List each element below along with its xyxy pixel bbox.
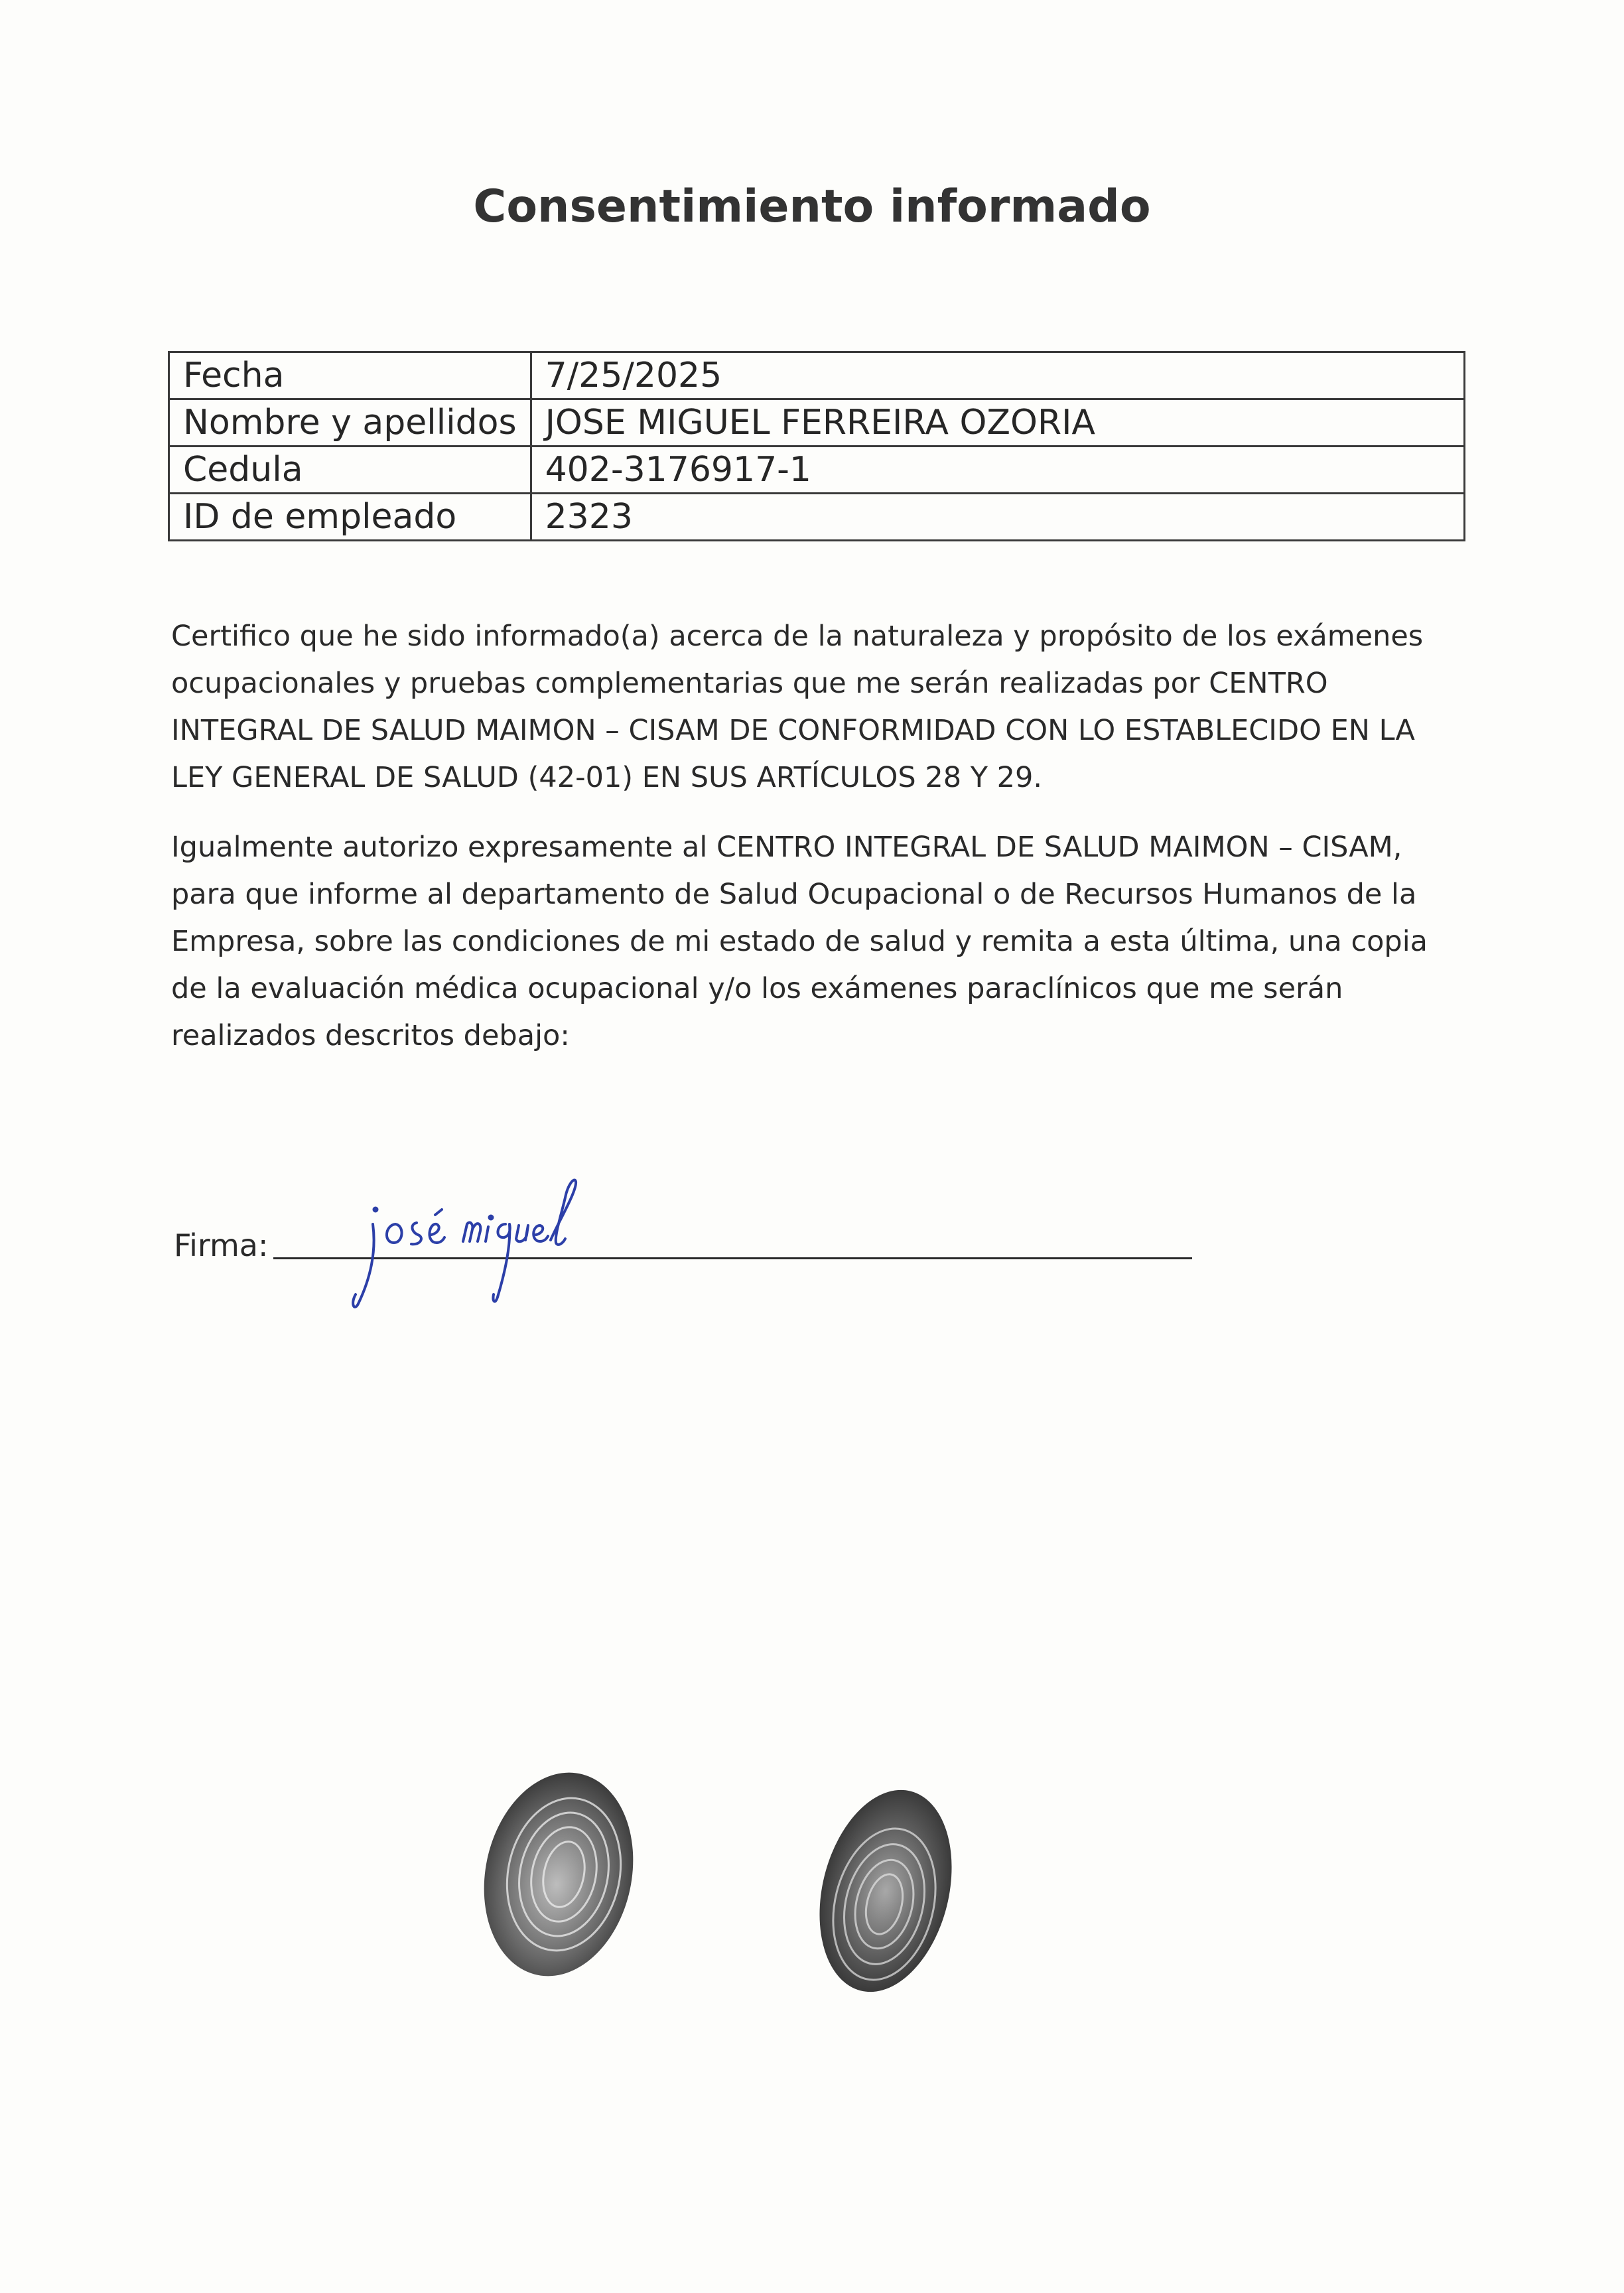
- nombre-label: Nombre y apellidos: [169, 399, 531, 447]
- cedula-label: Cedula: [169, 447, 531, 494]
- id-empleado-value: 2323: [531, 494, 1464, 541]
- id-empleado-label: ID de empleado: [169, 494, 531, 541]
- fecha-label: Fecha: [169, 352, 531, 399]
- fingerprint-left-icon: [471, 1762, 643, 1987]
- info-table: [168, 351, 1465, 541]
- table-row: [169, 399, 1465, 447]
- cedula-value: 402-3176917-1: [531, 447, 1464, 494]
- fingerprint-right-icon: [806, 1778, 965, 2004]
- fecha-value: 7/25/2025: [531, 352, 1464, 399]
- table-row: [169, 494, 1465, 541]
- document-title: Consentimiento informado: [473, 180, 1151, 233]
- consent-paragraph-2: Igualmente autorizo expresamente al CENTRO INTEGRAL DE SALUD MAIMON – CISAM, para que informe al departamento de Salud Ocupacional o de Recursos Humanos de la Empresa, sobre las condiciones de mi estado de salud y remita a esta última, una copia de la evaluación médica ocupacional y/o los exámenes paraclínicos que me serán realizados descritos debajo:: [171, 831, 1428, 1052]
- firma-label: Firma:: [174, 1227, 269, 1263]
- consent-paragraph-1: Certifico que he sido informado(a) acerca de la naturaleza y propósito de los exámenes ocupacionales y pruebas complementarias que me serán realizadas por CENTRO INTEGRAL DE SALUD MAIMON – CISAM DE CONFORMIDAD CON LO ESTABLECIDO EN LA LEY GENERAL DE SALUD (42-01) EN SUS ARTÍCULOS 28 Y 29.: [171, 620, 1424, 794]
- table-row: [169, 352, 1465, 399]
- handwritten-signature: [332, 1171, 610, 1324]
- nombre-value: JOSE MIGUEL FERREIRA OZORIA: [531, 399, 1464, 447]
- table-row: [169, 447, 1465, 494]
